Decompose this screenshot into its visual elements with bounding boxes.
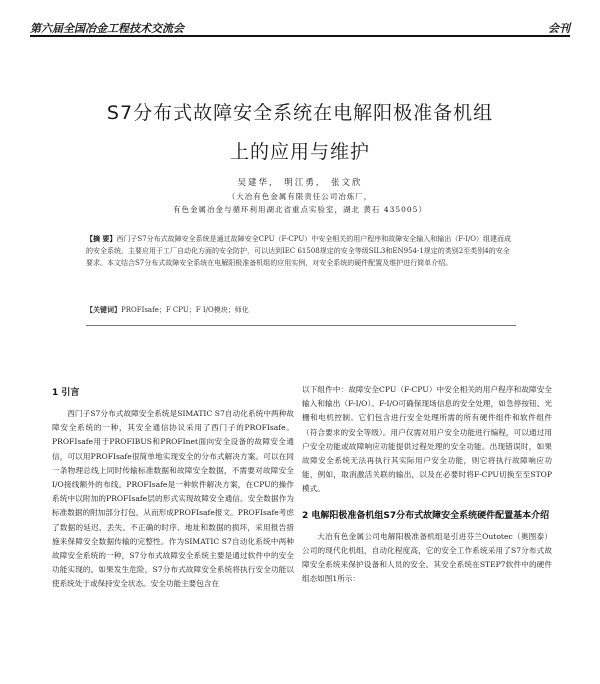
header-left: 第六届全国冶金工程技术交流会: [30, 22, 184, 35]
header-rule: [30, 35, 570, 37]
abstract-text: 西门子S7分布式故障安全系统是通过故障安全CPU（F-CPU）中安全相关的用户程序和故障安全输入和输出（F-I/O）组建而成的安全系统，主要应用于工厂自动化方面的安全防护，可以达到IEC 61508规定的安全等级SIL3和EN954-1规定的类别2至类别4的安全要求。本文结合S7分布式故障安全系统在电解阳极准备机组的应用实例，对安全系统的硬件配置及维护进行简单介绍。: [86, 235, 512, 267]
paper-title-line2: 上的应用与维护: [229, 141, 370, 163]
section2-heading: 2 电解阳极准备机组S7分布式故障安全系统硬件配置基本介绍: [302, 510, 550, 521]
header-right: 会刊: [548, 22, 570, 35]
abstract-label: 【摘 要】: [86, 234, 117, 243]
right-column: [302, 383, 552, 586]
affiliation-line2: 有色金属冶金与循环利用湖北省重点实验室，湖北 黄石 435005）: [173, 205, 427, 214]
paper-title-line1: S7分布式故障安全系统在电解阳极准备机组: [106, 102, 494, 124]
continuation-paragraph: 以下组件中：故障安全CPU（F-CPU）中安全相关的用户程序和故障安全输入和输出（F-I/O）。F-I/O可确保现场信息的安全处理，如急停按钮、光栅和电机控制。它们包含进行安全处理所需的所有硬件组件和软件组件（符合要求的安全等级）。用户仅需对用户安全功能进行编程，可以通过用户安全功能或故障响应功能提供过程处理的安全功能。出现错误时，如果故障安全系统无法再执行其实际用户安全功能，则它将执行故障响应功能，例如，取消激活关联的输出，以及在必要时将F-CPU切换至至STOP模式。: [302, 385, 552, 494]
left-column: [52, 383, 294, 592]
section1-heading: 1 引言: [52, 388, 80, 398]
keywords-label: 【关键词】: [86, 305, 121, 314]
authors: 吴建华， 明江勇， 张文欣: [237, 178, 363, 188]
keywords-text: PROFIsafe；F CPU；F I/O模块；师化: [121, 306, 249, 314]
running-header: [30, 18, 570, 36]
affiliation-line1: （大冶有色金属有限责任公司冶炼厂，: [227, 192, 373, 201]
section1-paragraph: 西门子S7分布式故障安全系统是SIMATIC S7自动化系统中两种故障安全系统的一种，其安全通信协议采用了西门子的PROFIsafe。PROFIsafe用于PROFIBUS和PROFInet面向安全设备的故障安全通信，可以用PROFIsafe很简单地实现安全的分布式解决方案。可以在同一条物理总线上同时传输标准数据和故障安全数据，不需要对故障安全I/O接线额外的布线。PROFIsafe是一种软件解决方案，在CPU的操作系统中以附加的PROFIsafe层的形式实现故障安全通信。安全数据作为标准数据的附加部分打包，从而形成PROFIsafe报文。PROFIsafe考虑了数据的延迟、丢失、不正确的时序、地址和数据的损坏，采用报告措施来保障安全数据传输的完整性。作为SIMATIC S7自动化系统中两种故障安全系统的一种，S7分布式故障安全系统主要是通过软件中的安全功能实现的。如果发生危险，S7分布式故障安全系统将执行安全功能以使系统处于或保持安全状态。安全功能主要包含在: [52, 409, 294, 589]
keywords: [86, 305, 516, 315]
section2-paragraph: 大冶有色金属公司电解阳极准备机组是引进芬兰Outotec（奥图泰）公司的现代化机组，自动化程度高，它的安全工作系统采用了S7分布式故障安全系统来保护设备和人员的安全。其安全系统在STEP7软件中的硬件组态如图1所示：: [302, 531, 552, 584]
abstract: [86, 233, 516, 269]
abstract-divider: [86, 325, 516, 326]
